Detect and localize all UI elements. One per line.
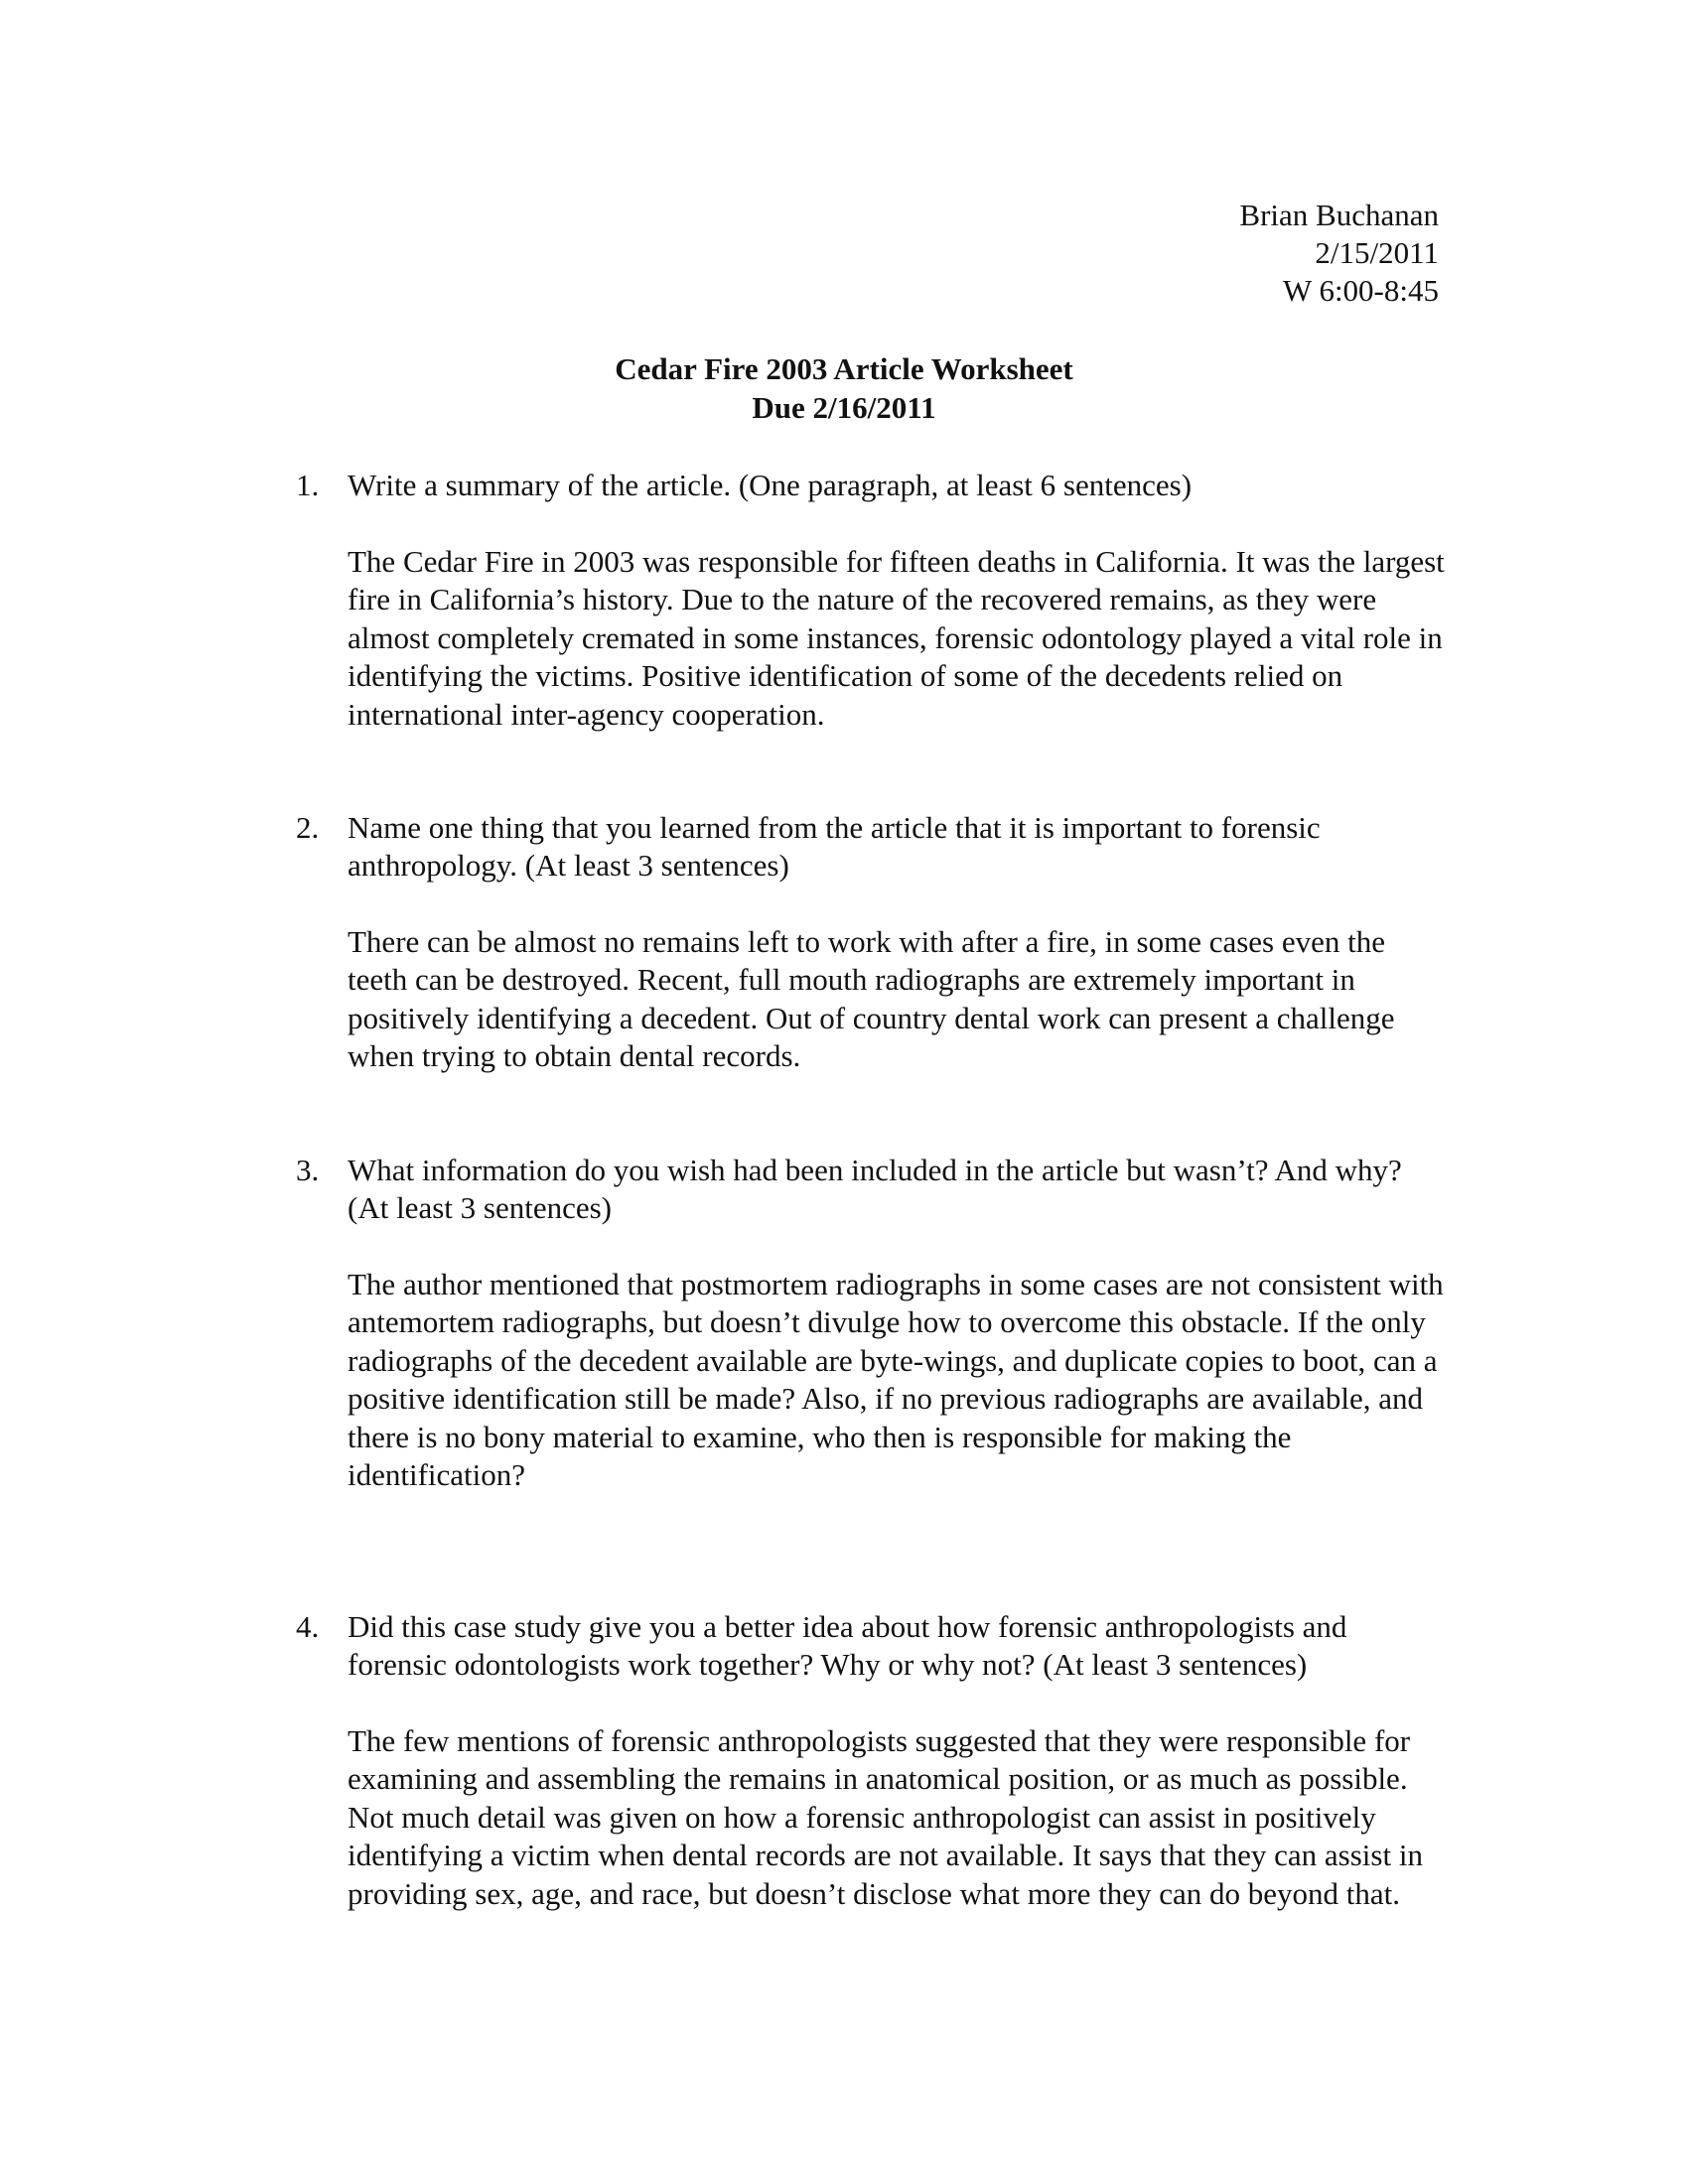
student-name: Brian Buchanan [1239, 198, 1439, 232]
title-line: Cedar Fire 2003 Article Worksheet [615, 351, 1073, 386]
question-prompt: What information do you wish had been included in the article but wasn’t? And why? (At least 3 sentences) [348, 1153, 1402, 1225]
submission-date: 2/15/2011 [1315, 235, 1439, 270]
due-date: Due 2/16/2011 [752, 390, 936, 425]
question-number: 1. [296, 468, 320, 502]
question-number: 3. [296, 1153, 320, 1187]
answer-3: The author mentioned that postmortem radiographs in some cases are not consistent with antemortem radiographs, but doesn’t divulge how to overcome this obstacle. If the only radiographs of the decedent available are byte-wings, and duplicate copies to boot, can a positive identification still be made? Also, if no previous radiographs are available, and there is no bony material to examine, who then is responsible for making the identification? [348, 1267, 1444, 1493]
question-number: 4. [296, 1609, 320, 1644]
answer-2: There can be almost no remains left to work with after a fire, in some cases even the teeth can be destroyed. Recent, full mouth radiographs are extremely important in positively identifying a decedent. Out of country dental work can present a challenge when trying to obtain dental records. [348, 924, 1395, 1074]
answer-1: The Cedar Fire in 2003 was responsible for fifteen deaths in California. It was the largest fire in California’s history. Due to the nature of the recovered remains, as they were almost completely cremated in some instances, forensic odontology played a vital role in identifying the victims. Positive identification of some of the decedents relied on international inter-agency cooperation. [348, 544, 1445, 732]
question-prompt: Write a summary of the article. (One paragraph, at least 6 sentences) [348, 468, 1193, 502]
worksheet-title [0, 349, 1688, 427]
student-header [1239, 197, 1439, 310]
question-4 [296, 1608, 1448, 1684]
question-prompt: Did this case study give you a better idea about how forensic anthropologists and forensic odontologists work together? Why or why not? (At least 3 sentences) [348, 1609, 1347, 1682]
question-2 [296, 809, 1448, 885]
question-number: 2. [296, 810, 320, 845]
question-3 [296, 1152, 1448, 1227]
class-time: W 6:00-8:45 [1283, 273, 1439, 308]
question-prompt: Name one thing that you learned from the article that it is important to forensic anthropology. (At least 3 sentences) [348, 810, 1321, 883]
question-1 [296, 467, 1448, 504]
answer-4: The few mentions of forensic anthropologists suggested that they were responsible for examining and assembling the remains in anatomical position, or as much as possible. Not much detail was given on how a forensic anthropologist can assist in positively identifying a victim when dental records are not available. It says that they can assist in providing sex, age, and race, but doesn’t disclose what more they can do beyond that. [348, 1723, 1423, 1911]
